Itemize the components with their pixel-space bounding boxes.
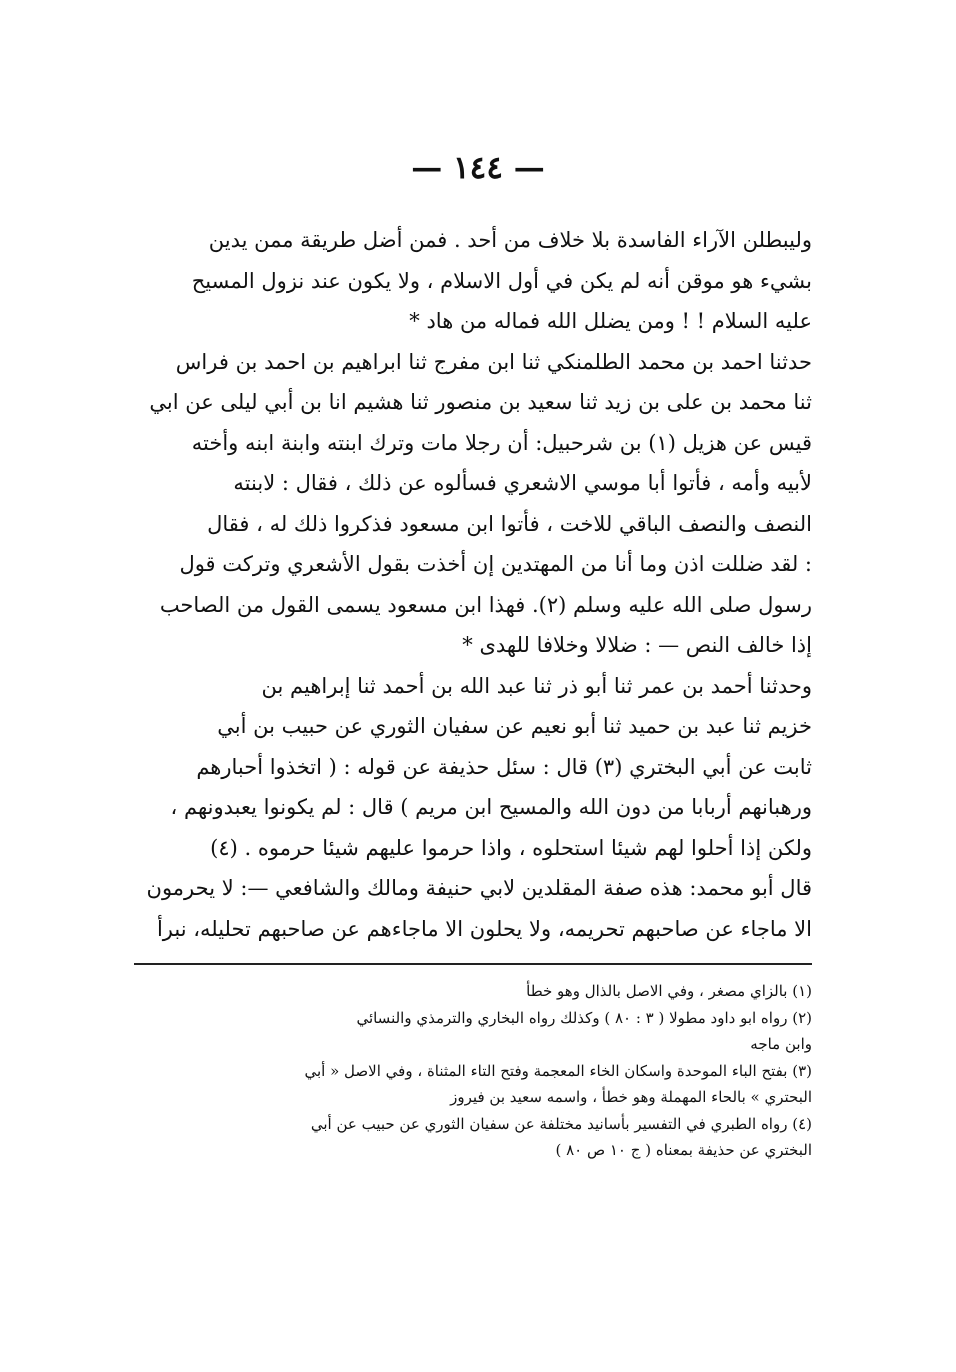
text-line: قال أبو محمد: هذه صفة المقلدين لابي حنيفة ومالك والشافعي —: لا يحرمون: [146, 876, 812, 900]
footnotes: [134, 978, 812, 1164]
text-line: ورهبانهم أربابا من دون الله والمسيح ابن مريم ) قال : لم يكونوا يعبدونهم ،: [170, 795, 812, 819]
main-text: [134, 220, 812, 949]
text-line: إذا خالف النص — : ضلالا وخلافا للهدى *: [462, 633, 812, 657]
text-line: خزيم ثنا عبد بن حميد ثنا أبو نعيم عن سفيان الثوري عن حبيب بن أبي: [217, 714, 812, 738]
text-line: رسول صلى الله عليه وسلم (٢). فهذا ابن مسعود يسمى القول من الصاحب: [159, 592, 812, 617]
footnote-line: (١) بالزاي مصغر ، وفي الاصل بالذال وهو خطأ: [526, 982, 812, 1000]
text-line: الا ماجاء عن صاحبهم تحريمه، ولا يحلون الا ماجاءهم عن صاحبهم تحليله، نبرأ: [156, 916, 812, 941]
text-line: بشيء هو موقن أنه لم يكن في أول الاسلام ، ولا يكون عند نزول المسيح: [191, 268, 812, 293]
footnote-line: (٤) رواه الطبري في التفسير بأسانيد مختلفة عن سفيان الثوري عن حبيب عن أبي: [310, 1114, 812, 1133]
page-number: — ١٤٤ —: [411, 150, 545, 186]
text-line: النصف والنصف الباقي للاخت ، فأتوا ابن مسعود فذكروا ذلك له ، فقال: [207, 511, 812, 536]
text-line: عليه السلام ! ! ومن يضلل الله فماله من هاد *: [409, 309, 812, 333]
text-line: ثنا محمد بن على بن زيد ثنا سعيد بن منصور ثنا هشيم انا بن أبي ليلى عن ابي: [149, 390, 812, 414]
text-line: وحدثنا أحمد بن عمر ثنا أبو ذر ثنا عبد الله بن أحمد ثنا إبراهيم بن: [261, 673, 812, 698]
footnote-line: وابن ماجه: [750, 1035, 812, 1053]
text-line: ثابت عن أبي البختري (٣) قال : سئل حذيفة عن قوله : ( اتخذوا أحبارهم: [196, 754, 812, 779]
text-line: حدثنا احمد بن محمد الطلمنكي ثنا ابن مفرج ثنا ابراهيم بن احمد بن فراس: [175, 349, 812, 374]
text-line: : لقد ضللت اذن وما أنا من المهتدين إن أخذت بقول الأشعري وتركت قول: [179, 552, 812, 576]
text-line: لأبيه وأمه ، فأتوا أبا موسي الاشعري فسألوه عن ذلك ، فقال : لابنته: [233, 471, 812, 495]
text-line: وليبطلن الآراء الفاسدة بلا خلاف من أحد . فمن أضل طريقة ممن يدين: [208, 228, 812, 252]
footnote-line: البختري عن حذيفة بمعناه ( ج ١٠ ص ٨٠ ): [555, 1141, 812, 1159]
footnote-divider: [134, 963, 812, 965]
footnote-line: (٣) بفتح الباء الموحدة واسكان الخاء المعجمة وفتح التاء المثناة ، وفي الاصل « أبي: [304, 1061, 812, 1080]
text-line: ولكن إذا أحلوا لهم شيئا استحلوه ، واذا حرموا عليهم شيئا حرموه . (٤): [210, 835, 812, 860]
text-line: قيس عن هزيل (١) بن شرحبيل: أن رجلا مات وترك ابنته وابنة ابنه وأخته: [191, 430, 812, 455]
footnote-line: البحتري » بالحاء المهملة وهو خطأ ، واسمه سعيد بن فيروز: [450, 1088, 812, 1106]
footnote-line: (٢) رواه ابو داود مطولا ( ٣ : ٨٠ ) وكذلك رواه البخاري والترمذي والنسائي: [356, 1008, 812, 1027]
